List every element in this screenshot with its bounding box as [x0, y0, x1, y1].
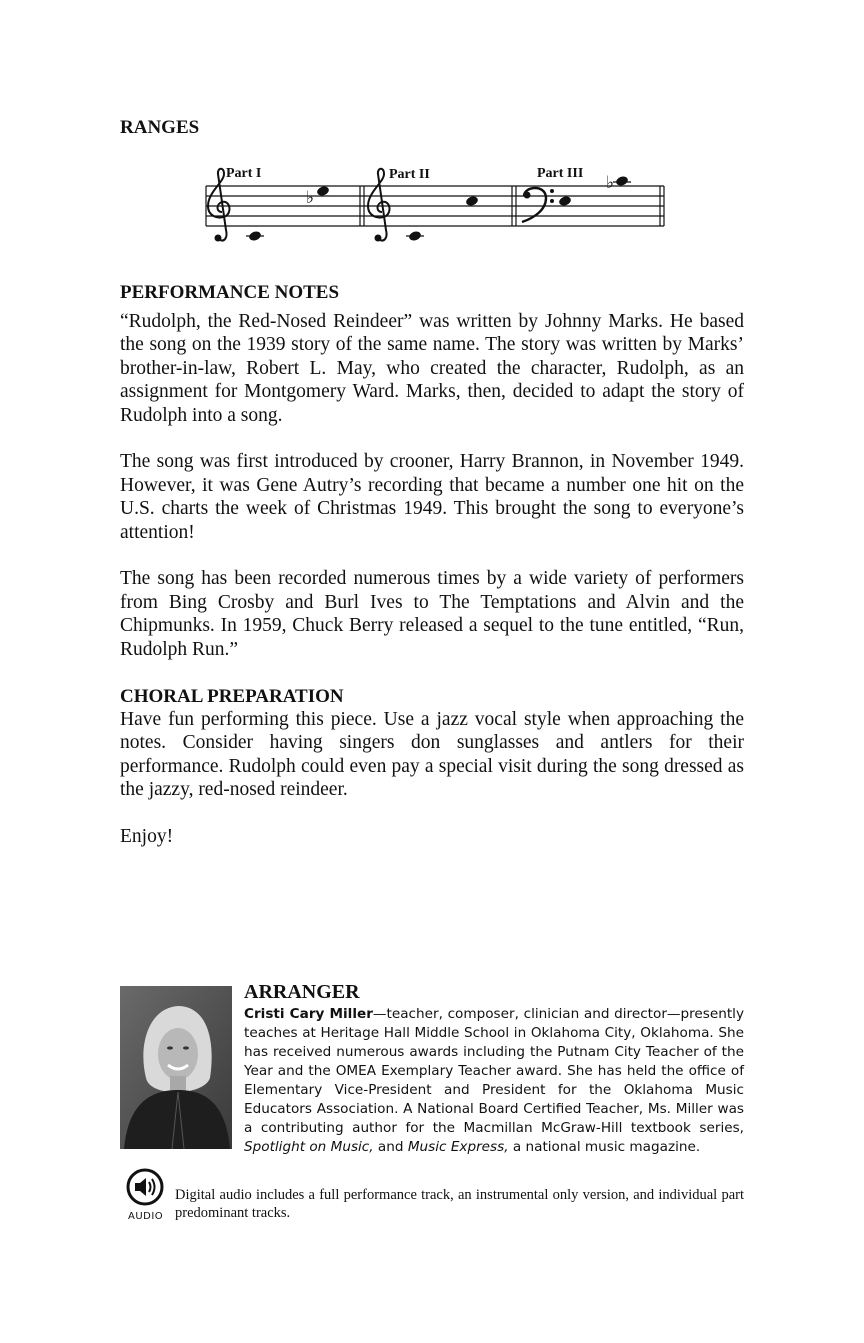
part-3-label: Part III	[537, 166, 584, 181]
performance-notes-heading: PERFORMANCE NOTES	[120, 282, 340, 303]
paragraph: The song has been recorded numerous times by a wide variety of performers from Bing Crosby and Burl Ives to The Temptations and Alvin and the Chipmunks. In 1959, Chuck Berry released a sequel to the tune entitled, “Run, Rudolph Run.”	[120, 568, 744, 660]
audio-label: AUDIO	[128, 1211, 164, 1222]
treble-clef-icon	[368, 169, 389, 241]
arranger-name: Cristi Cary Miller	[244, 1006, 373, 1022]
audio-speaker-icon	[126, 1168, 164, 1206]
book-title-1: Spotlight on Music,	[244, 1139, 374, 1155]
arranger-bio-part1: —teacher, composer, clinician and director—presently teaches at Heritage Hall Middle School in Oklahoma City, Oklahoma. She has received numerous awards including the Putnam City Teacher of the Year and the OMEA Exemplary Teacher award. She has held the office of Elementary Vice-President and President for the Oklahoma Music Educators Association. A National Board Certified Teacher, Ms. Miller was a contributing author for the Macmillan McGraw-Hill textbook series,	[244, 1006, 744, 1136]
paragraph: Have fun performing this piece. Use a jazz vocal style when approaching the notes. Consider having singers don sunglasses and antlers for their performance. Rudolph could even pay a special visit during the song dressed as the jazzy, red-nosed reindeer.	[120, 709, 744, 801]
arranger-bio-part2: and	[373, 1139, 408, 1155]
paragraph: Enjoy!	[120, 826, 174, 848]
flat-icon: ♭	[606, 173, 615, 193]
audio-note: Digital audio includes a full performance track, an instrumental only version, and individual part predominant tracks.	[175, 1187, 744, 1221]
ranges-heading: RANGES	[120, 117, 200, 138]
arranger-bio-part3: a national music magazine.	[508, 1139, 701, 1155]
arranger-bio	[244, 1005, 744, 1157]
part-1-notes	[246, 185, 330, 242]
paragraph: The song was first introduced by crooner, Harry Brannon, in November 1949. However, it was Gene Autry’s recording that became a number one hit on the U.S. charts the week of Christmas 1949. This brought the song to everyone’s attention!	[120, 451, 744, 543]
book-title-2: Music Express,	[407, 1139, 509, 1155]
part-1-label: Part I	[226, 166, 262, 181]
paragraph: “Rudolph, the Red-Nosed Reindeer” was written by Johnny Marks. He based the song on the 1939 story of the same name. The story was written by Marks’ brother-in-law, Robert L. May, who created the character, Rudolph, as an assignment for Montgomery Ward. Marks, then, decided to adapt the story of Rudolph into a song.	[120, 311, 744, 426]
part-2-label: Part II	[389, 167, 430, 182]
bass-clef-icon	[522, 188, 554, 222]
arranger-heading: ARRANGER	[244, 981, 360, 1003]
choral-preparation-heading: CHORAL PREPARATION	[120, 686, 344, 707]
arranger-photo	[120, 986, 232, 1149]
part-2-notes	[406, 195, 479, 242]
performance-notes-body	[120, 310, 744, 684]
ranges-staff	[196, 160, 668, 244]
choral-preparation-body	[120, 708, 744, 872]
flat-icon: ♭	[306, 188, 315, 208]
